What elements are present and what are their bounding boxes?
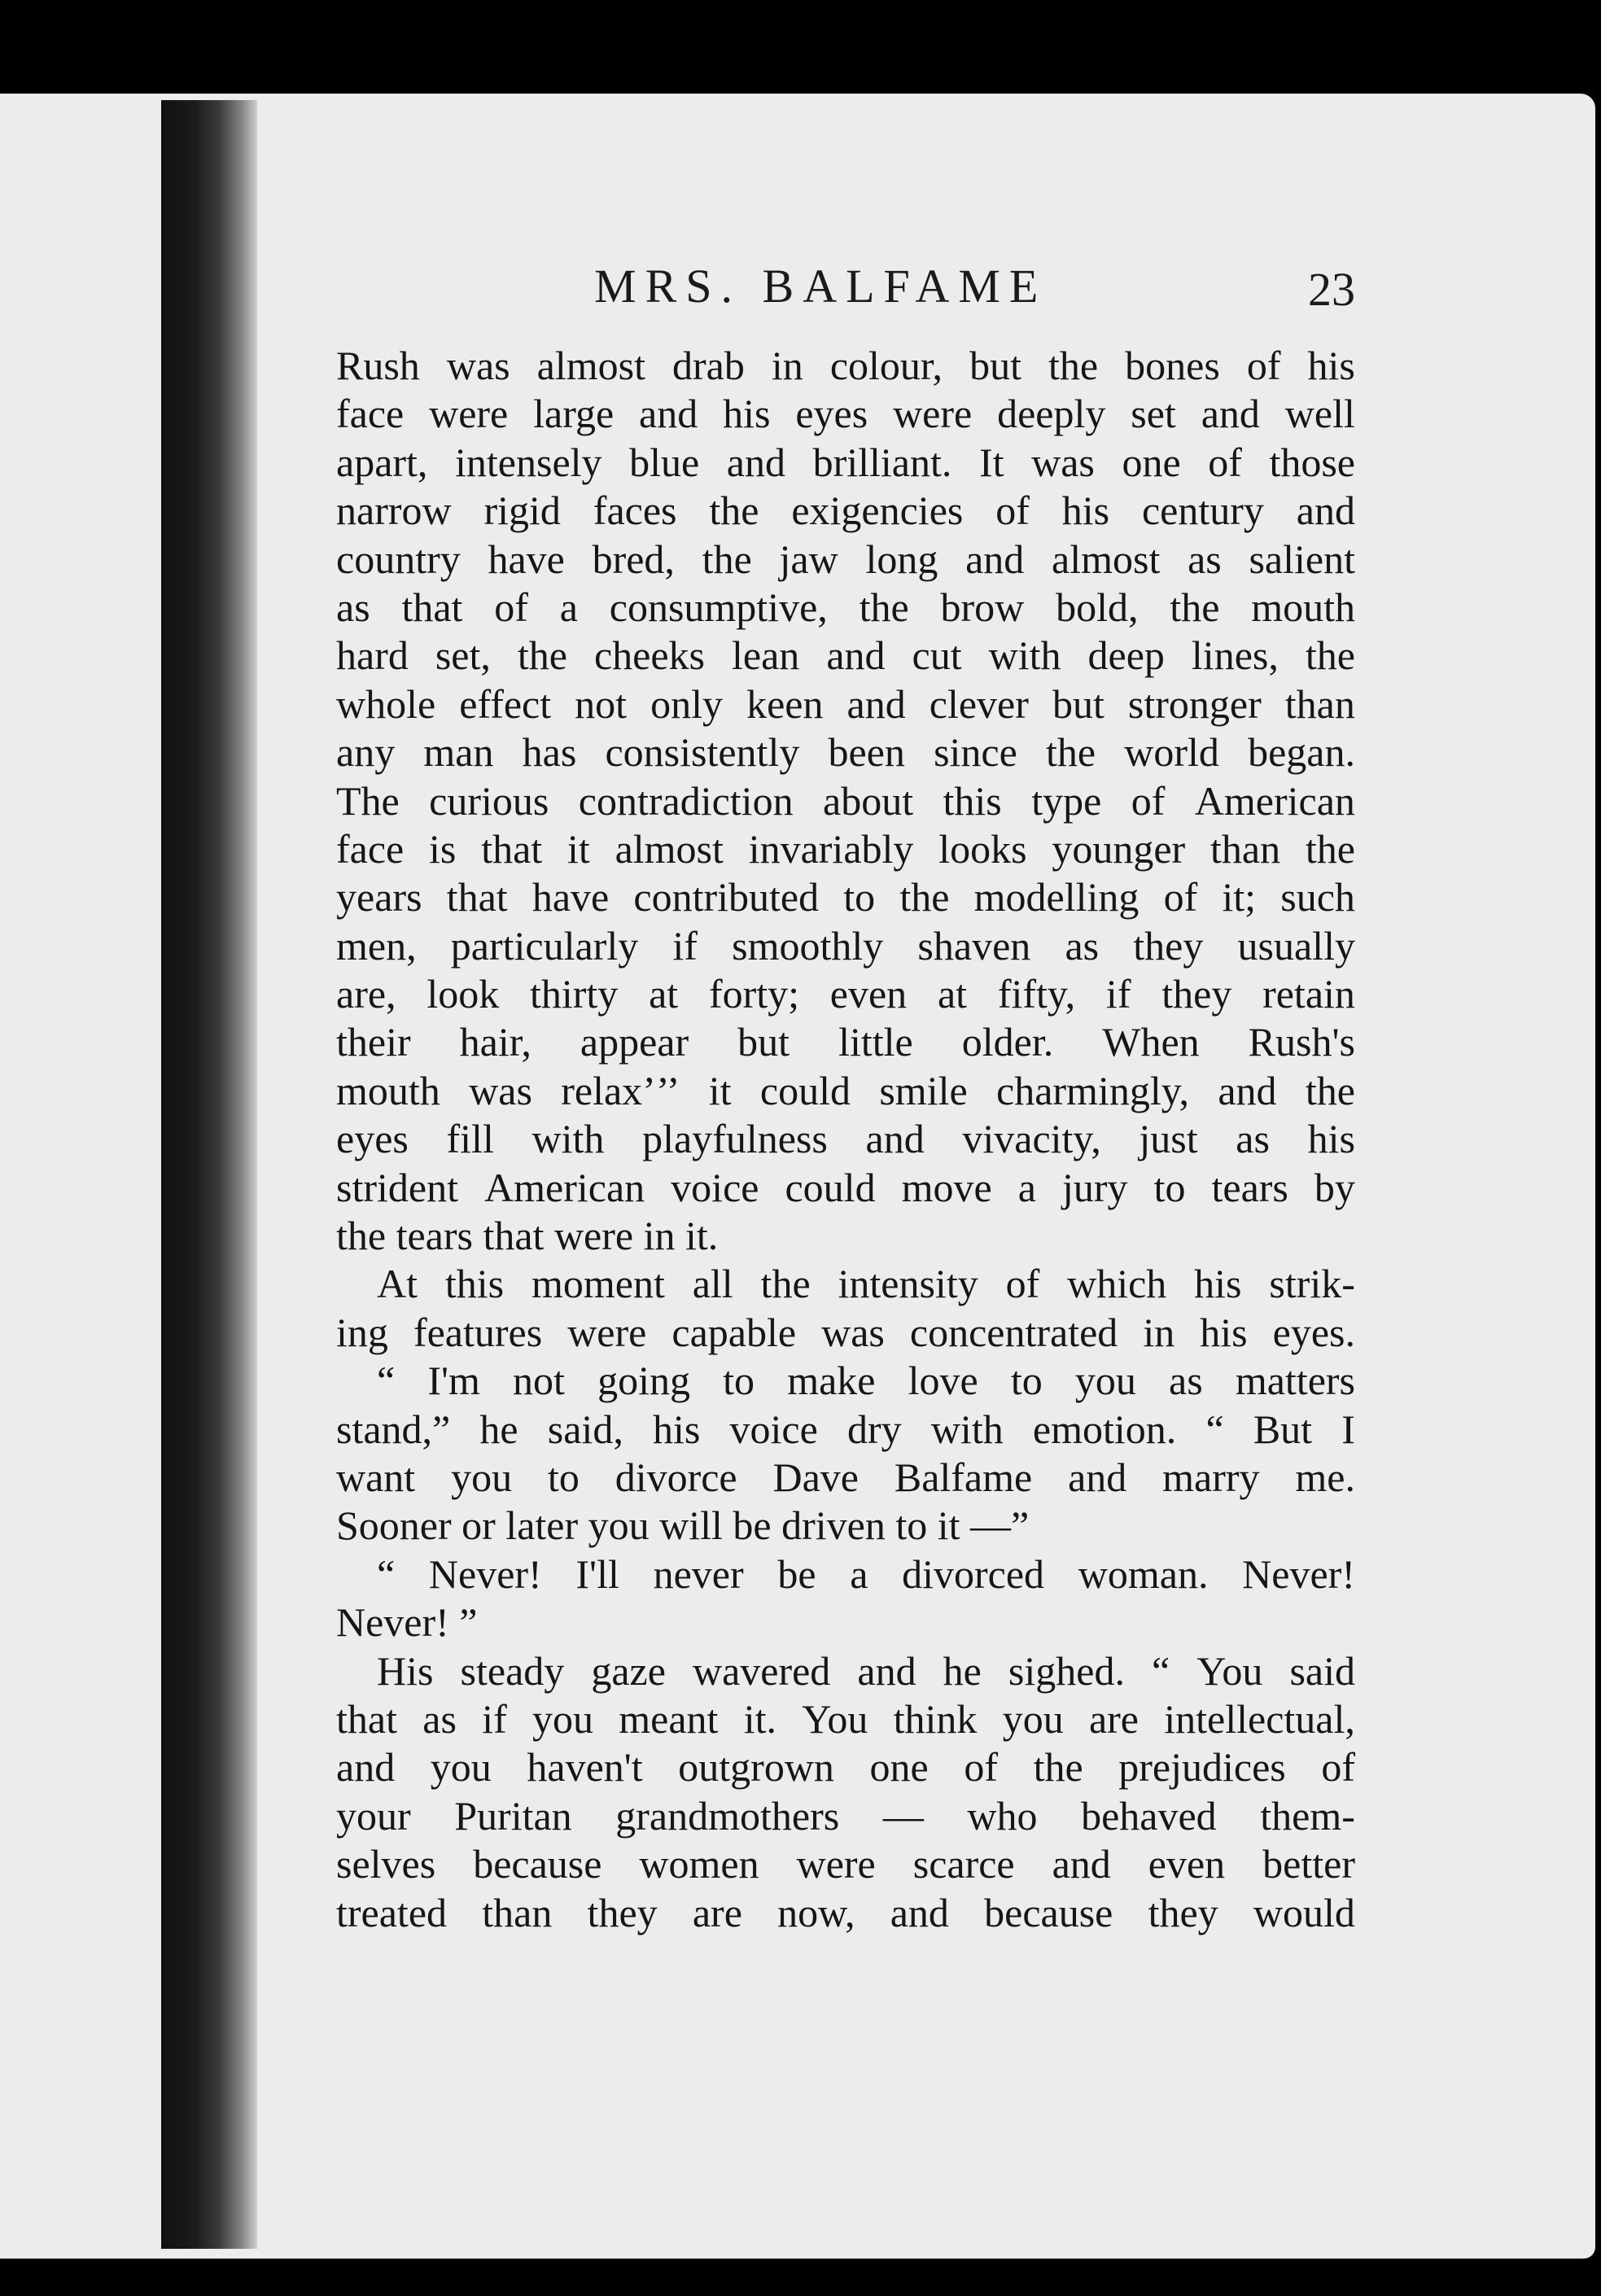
text-line: stand,” he said, his voice dry with emotion. “ But I xyxy=(336,1406,1355,1452)
text-line: face is that it almost invariably looks younger than the xyxy=(336,825,1355,872)
text-line: and you haven't outgrown one of the prejudices of xyxy=(336,1744,1355,1791)
text-line: hard set, the cheeks lean and cut with deep lines, the xyxy=(336,632,1355,679)
paragraph xyxy=(336,1550,1355,1647)
text-line: narrow rigid faces the exigencies of his century and xyxy=(336,488,1355,534)
text-line: want you to divorce Dave Balfame and marry me. xyxy=(336,1454,1355,1500)
text-line: At this moment all the intensity of which his strik- xyxy=(377,1261,1355,1307)
page-header xyxy=(336,259,1355,316)
text-line: any man has consistently been since the world began. xyxy=(336,729,1355,776)
text-line: mouth was relaxʼ’’ it could smile charmingly, and the xyxy=(336,1067,1355,1113)
text-line: treated than they are now, and because they would xyxy=(336,1889,1355,1935)
text-line: apart, intensely blue and brilliant. It waѕ one of those xyxy=(336,439,1355,485)
paragraph xyxy=(336,342,1355,1260)
body-text xyxy=(336,342,1355,1937)
text-line: years that have contributed to the modelling of it; such xyxy=(336,874,1355,921)
paragraph xyxy=(336,1357,1355,1550)
text-line: “ I'm not going to make love to you as matters xyxy=(377,1358,1355,1404)
text-line: country have bred, the jaw long and almost as salient xyxy=(336,536,1355,582)
text-line: The curious contradiction about this type of American xyxy=(336,777,1355,824)
text-line: that as if you meant it. You think you are intellectual, xyxy=(336,1695,1355,1742)
text-line: His steady gaze wavered and he sighed. “ You said xyxy=(377,1647,1355,1694)
text-line: Rush was almost drab in colour, but the bones of his xyxy=(336,343,1355,388)
text-line: the tears that were in it. xyxy=(336,1213,719,1259)
text-line: “ Never! I'll never be a divorced woman. Never! xyxy=(377,1550,1355,1597)
text-line: are, look thirty at forty; even at fifty, if they retain xyxy=(336,971,1355,1017)
text-line: selves because women were scarce and even better xyxy=(336,1841,1355,1887)
text-line: as that of a consumptive, the brow bold, the mouth xyxy=(336,584,1355,630)
book-gutter-shadow xyxy=(161,100,257,2249)
running-head: MRS. BALFAME xyxy=(594,260,1048,313)
text-line: their hair, appear but little older. When Rush's xyxy=(336,1019,1355,1065)
text-line: ing features were capable was concentrated in his eyes. xyxy=(336,1309,1355,1355)
paragraph xyxy=(336,1260,1355,1357)
text-line: Sooner or later you will be driven to it —” xyxy=(336,1502,1030,1549)
text-line: your Puritan grandmothers — who behaved them- xyxy=(336,1792,1355,1839)
paragraph xyxy=(336,1647,1355,1937)
text-line: face were large and his eyes were deeply set and well xyxy=(336,391,1355,437)
text-line: Never! ” xyxy=(336,1599,478,1646)
text-line: eyes fill with playfulness and vivacity, just as his xyxy=(336,1116,1355,1162)
text-line: strident American voice could move a jury to tears by xyxy=(336,1164,1355,1210)
page-number: 23 xyxy=(1308,263,1355,316)
text-line: whole effect not only keen and clever but stronger than xyxy=(336,680,1355,727)
text-line: men, particularly if smoothly shaven as they usually xyxy=(336,922,1355,969)
